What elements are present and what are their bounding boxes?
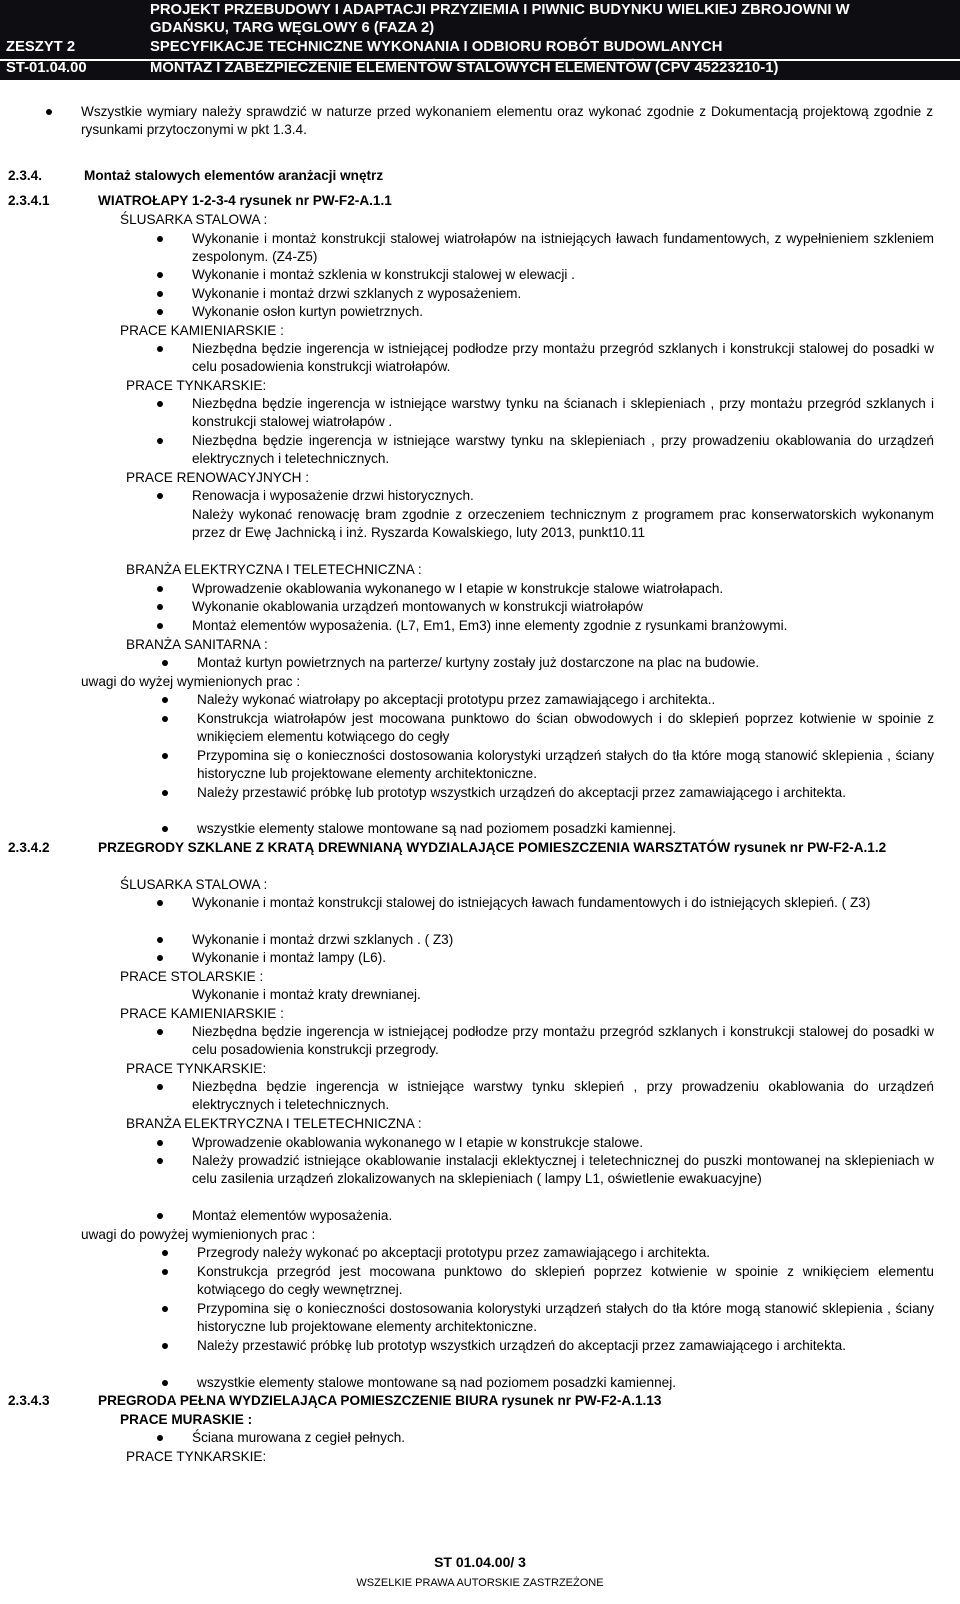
stolarskie-text: Wykonanie i montaż kraty drewnianej. — [192, 987, 421, 1002]
heading-tynkarskie-2: PRACE TYNKARSKIE: — [126, 1061, 267, 1076]
list-item: Należy wykonać wiatrołapy po akceptacji prototypu przez zamawiającego i architekta.. — [197, 692, 716, 707]
project-title-line1: PROJEKT PRZEBUDOWY I ADAPTACJI PRZYZIEMIA I PIWNIC BUDYNKU WIELKIEJ ZBROJOWNI W — [150, 2, 850, 18]
copyright-notice: WSZELKIE PRAWA AUTORSKIE ZASTRZEŻONE — [356, 1577, 604, 1589]
list-item: Wykonanie osłon kurtyn powietrznych. — [192, 304, 424, 319]
spec-code: ST-01.04.00 — [6, 60, 87, 76]
list-item: Renowacja i wyposażenie drzwi historycznych. — [192, 488, 474, 503]
list-item: Wprowadzenie okablowania wykonanego w I etapie w konstrukcje stalowe. — [192, 1135, 644, 1150]
volume-label: ZESZYT 2 — [6, 39, 76, 55]
section-number: 2.3.4. — [8, 168, 43, 183]
heading-uwagi-2: uwagi do powyżej wymienionych prac : — [81, 1227, 316, 1242]
list-item: Wykonanie i montaż szklenia w konstrukcji stalowej w elewacji . — [192, 267, 575, 282]
list-item: Przypomina się o konieczności dostosowania kolorystyki urządzeń stałych do tła które mogą stanowić sklepienia , ściany historyczne lub projektowane elementy architektoniczne. — [197, 748, 934, 781]
subsection-1-number: 2.3.4.1 — [8, 193, 50, 208]
list-item: Konstrukcja wiatrołapów jest mocowana punktowo do ścian obwodowych i do sklepień poprzez kotwienie w spoinie z wnikięciem elementu kotwiącego do cegły — [197, 711, 934, 744]
heading-murarskie-3: PRACE MURASKIE : — [120, 1412, 253, 1427]
heading-tynkarskie-1: PRACE TYNKARSKIE: — [126, 378, 267, 393]
list-item: wszystkie elementy stalowe montowane są nad poziomem posadzki kamiennej. — [197, 821, 677, 836]
list-item: Niezbędna będzie ingerencja w istniejące warstwy tynku sklepień , przy prowadzeniu okablowania do urządzeń elektrycznych i teletechnicznych. — [192, 1079, 934, 1112]
heading-kamieniarskie-2: PRACE KAMIENIARSKIE : — [120, 1006, 284, 1021]
list-item: wszystkie elementy stalowe montowane są nad poziomem posadzki kamiennej. — [197, 1375, 677, 1390]
subsection-3-number: 2.3.4.3 — [8, 1393, 50, 1408]
list-item: Należy prowadzić istniejące okablowanie instalacji eklektycznej i teletechnicznej do puszki montowanej na sklepieniach w celu zasilenia urządzeń zlokalizowanych na sklepieniach ( lampy L1, oświetlenie ewakuacyjne) — [192, 1153, 934, 1186]
heading-renowacyjne-1: PRACE RENOWACYJNYCH : — [126, 470, 310, 485]
heading-tynkarskie-3: PRACE TYNKARSKIE: — [126, 1449, 267, 1464]
list-item: Niezbędna będzie ingerencja w istniejącej podłodze przy montażu przegród szklanych i konstrukcji stalowej do posadki w celu posadowienia konstrukcji wiatrołapów. — [192, 341, 934, 374]
list-item: Wykonanie i montaż drzwi szklanych z wyposażeniem. — [192, 286, 522, 301]
list-item: Przypomina się o konieczności dostosowania kolorystyki urządzeń stałych do tła które mogą stanowić sklepienia , ściany historyczne lub projektowane elementy architektoniczne. — [197, 1301, 934, 1334]
spec-subject: MONTAŻ I ZABEZPIECZENIE ELEMENTÓW STALOWYCH ELEMENTÓW (CPV 45223210-1) — [150, 60, 779, 76]
list-item: Należy przestawić próbkę lub prototyp wszystkich urządzeń do akceptacji przez zamawiającego i architekta. — [197, 784, 934, 802]
heading-sanitarna-1: BRANŻA SANITARNA : — [126, 637, 268, 652]
section-title: Montaż stalowych elementów aranżacji wnętrz — [84, 168, 384, 183]
list-item: Montaż kurtyn powietrznych na parterze/ kurtyny zostały już dostarczone na plac na budowie. — [197, 655, 760, 670]
list-item: Niezbędna będzie ingerencja w istniejące warstwy tynku na ścianach i sklepieniach , przy montażu przegród szklanych i konstrukcji stalowej wiatrołapów . — [192, 396, 934, 429]
subsection-2-title: PRZEGRODY SZKLANE Z KRATĄ DREWNIANĄ WYDZIALAJĄCE POMIESZCZENIA WARSZTATÓW rysunek nr PW-F2-A.1.2 — [98, 840, 887, 855]
spec-title: SPECYFIKACJE TECHNICZNE WYKONANIA I ODBIORU ROBÓT BUDOWLANYCH — [150, 39, 723, 55]
list-item: Wykonanie okablowania urządzeń montowanych w konstrukcji wiatrołapów — [192, 599, 643, 614]
subsection-2-number: 2.3.4.2 — [8, 840, 50, 855]
subsection-3-title: PREGRODA PEŁNA WYDZIELAJĄCA POMIESZCZENIE BIURA rysunek nr PW-F2-A.1.13 — [98, 1393, 662, 1408]
document-header — [0, 0, 960, 80]
list-item: Należy przestawić próbkę lub prototyp wszystkich urządzeń do akceptacji przez zamawiającego i architekta. — [197, 1337, 934, 1355]
project-title-line2: GDAŃSKU, TARG WĘGLOWY 6 (FAZA 2) — [150, 20, 435, 36]
heading-slusarka-2: ŚLUSARKA STALOWA : — [120, 877, 268, 892]
heading-uwagi-1: uwagi do wyżej wymienionych prac : — [81, 674, 301, 689]
list-item: Niezbędna będzie ingerencja w istniejącej podłodze przy montażu przegród szklanych i konstrukcji stalowej do posadki w celu posadowienia konstrukcji przegrody. — [192, 1024, 934, 1057]
heading-stolarskie-2: PRACE STOLARSKIE : — [120, 969, 264, 984]
list-item: Niezbędna będzie ingerencja w istniejące warstwy tynku na sklepieniach , przy prowadzeniu okablowania do urządzeń elektrycznych i teletechnicznych. — [192, 433, 934, 466]
list-item: Przegrody należy wykonać po akceptacji prototypu przez zamawiającego i architekta. — [197, 1245, 711, 1260]
list-item: Montaż elementów wyposażenia. (L7, Em1, Em3) inne elementy zgodnie z rysunkami branżowymi. — [192, 618, 788, 633]
list-item: Wykonanie i montaż lampy (L6). — [192, 950, 387, 965]
heading-kamieniarskie-1: PRACE KAMIENIARSKIE : — [120, 323, 284, 338]
list-item: Montaż elementów wyposażenia. — [192, 1208, 393, 1223]
page-number: ST 01.04.00/ 3 — [434, 1554, 526, 1570]
heading-elektryczna-2: BRANŻA ELEKTRYCZNA I TELETECHNICZNA : — [126, 1116, 422, 1131]
intro-bullet: Wszystkie wymiary należy sprawdzić w naturze przed wykonaniem elementu oraz wykonać zgodnie z Dokumentacją projektową zgodnie z rysunkami przytoczonymi w pkt 1.3.4. — [81, 104, 933, 137]
list-item: Wykonanie i montaż drzwi szklanych . ( Z3) — [192, 932, 454, 947]
list-item: Wykonanie i montaż konstrukcji stalowej wiatrołapów na istniejących ławach fundamentowych, z wypełnieniem szkleniem zespolonym. (Z4-Z5) — [192, 231, 934, 264]
renovation-note: Należy wykonać renowację bram zgodnie z orzeczeniem technicznym z programem prac konserwatorskich wykonanym przez dr Ewę Jachnicką i inż. Ryszarda Kowalskiego, luty 2013, punkt10.11 — [192, 507, 934, 540]
subsection-1-title: WIATROŁAPY 1-2-3-4 rysunek nr PW-F2-A.1.1 — [98, 193, 392, 208]
list-item: Konstrukcja przegród jest mocowana punktowo do sklepień poprzez kotwienie w spoinie z wnikięciem elementu kotwiącego do cegły wewnętrznej. — [197, 1264, 934, 1297]
heading-slusarka-1: ŚLUSARKA STALOWA : — [120, 212, 268, 227]
list-item: Ściana murowana z cegieł pełnych. — [192, 1430, 406, 1445]
heading-elektryczna-1: BRANŻA ELEKTRYCZNA I TELETECHNICZNA : — [126, 562, 422, 577]
list-item: Wykonanie i montaż konstrukcji stalowej do istniejących ławach fundamentowych i do istniejących sklepień. ( Z3) — [192, 894, 934, 912]
list-item: Wprowadzenie okablowania wykonanego w I etapie w konstrukcje stalowe wiatrołapach. — [192, 581, 724, 596]
